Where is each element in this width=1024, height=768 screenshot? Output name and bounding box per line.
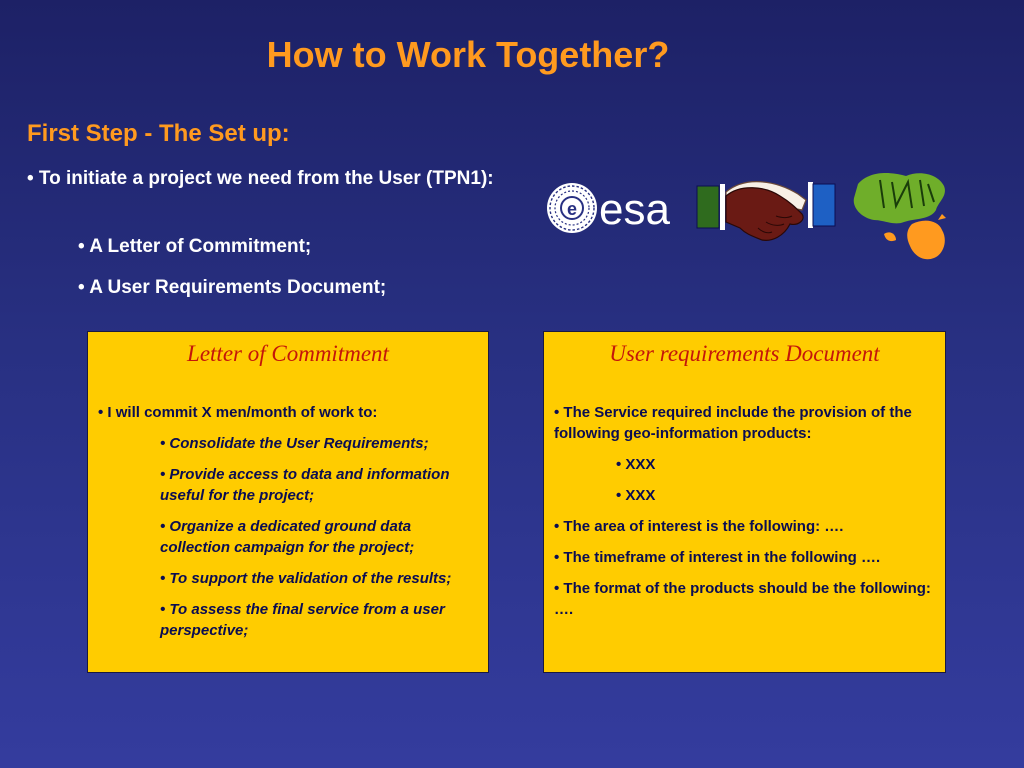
urd-product: • XXX xyxy=(616,487,656,504)
letter-intro: • I will commit X men/month of work to: xyxy=(98,404,378,421)
urd-panel-title: User requirements Document xyxy=(609,341,880,366)
letter-item: • Organize a dedicated ground data collection campaign for the project; xyxy=(160,518,415,556)
letter-of-commitment-panel xyxy=(87,331,489,673)
handshake-icon xyxy=(697,182,835,241)
letter-panel-title: Letter of Commitment xyxy=(187,341,389,366)
urd-intro: • The Service required include the provision of the following geo-information products: xyxy=(554,404,912,442)
letter-item: • To assess the final service from a user perspective; xyxy=(160,601,445,639)
intro-bullet: • To initiate a project we need from the User (TPN1): xyxy=(27,168,494,189)
slide-subtitle: First Step - The Set up: xyxy=(27,120,290,147)
svg-text:e: e xyxy=(566,199,578,219)
bullet-letter-of-commitment: • A Letter of Commitment; xyxy=(78,236,312,257)
letter-item: • Provide access to data and information useful for the project; xyxy=(160,466,450,504)
partners-logo-strip xyxy=(540,162,960,272)
urd-item: • The format of the products should be the following: …. xyxy=(554,580,931,618)
urd-item: • The timeframe of interest in the following …. xyxy=(554,549,881,566)
letter-item: • To support the validation of the results; xyxy=(160,570,452,587)
esa-wordmark: esa xyxy=(599,185,670,234)
esa-swirl-icon xyxy=(547,183,597,233)
letter-item: • Consolidate the User Requirements; xyxy=(160,435,429,452)
slide-title: How to Work Together? xyxy=(266,34,670,75)
user-requirements-panel xyxy=(543,331,946,673)
urd-item: • The area of interest is the following: …. xyxy=(554,518,844,535)
bullet-user-requirements-document: • A User Requirements Document; xyxy=(78,277,387,298)
tpn-map-logo xyxy=(854,173,946,259)
urd-product: • XXX xyxy=(616,456,656,473)
